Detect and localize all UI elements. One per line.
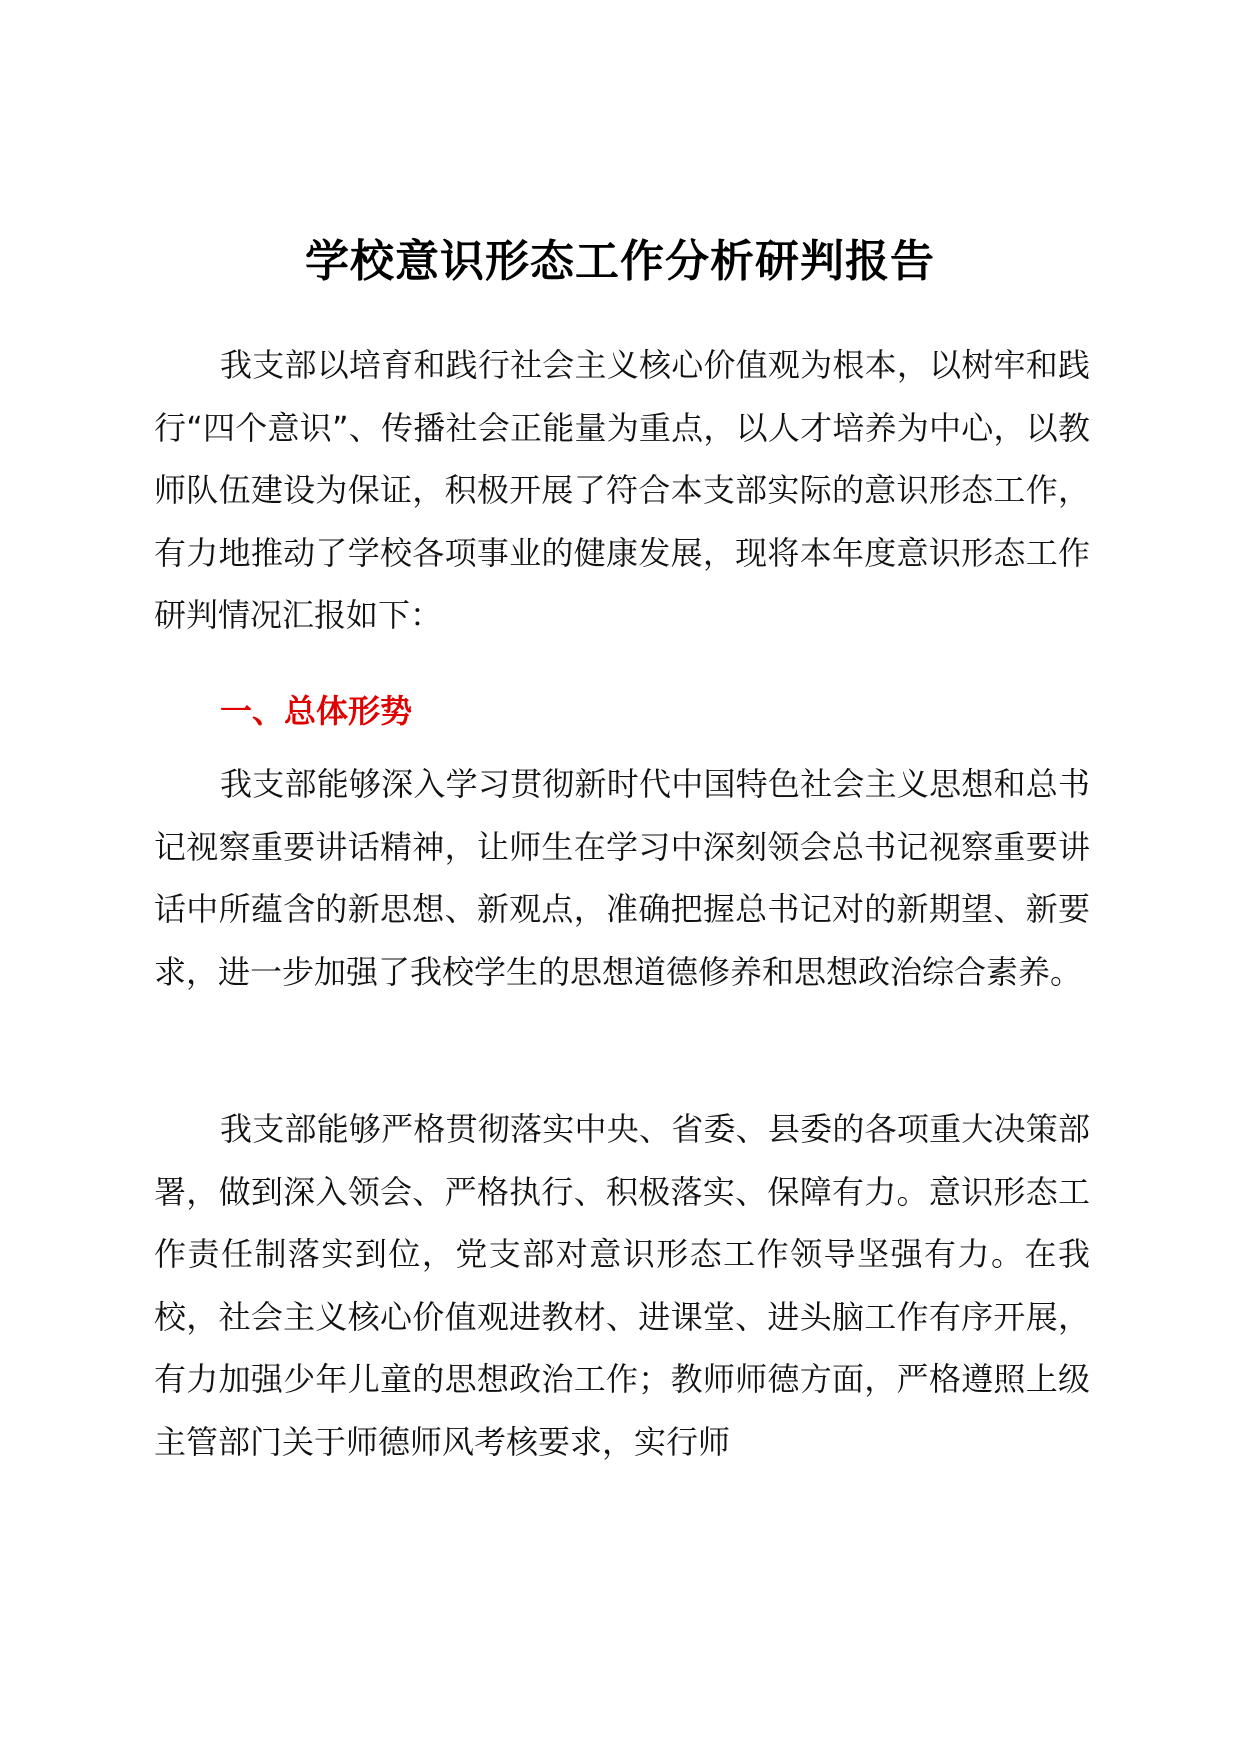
intro-paragraph: 我支部以培育和践行社会主义核心价值观为根本，以树牢和践行“四个意识”、传播社会正能量为重点，以人才培养为中心，以教师队伍建设为保证，积极开展了符合本支部实际的意识形态工作，有力地推动了学校各项事业的健康发展，现将本年度意识形态工作研判情况汇报如下： xyxy=(154,346,1090,634)
document-title: 学校意识形态工作分析研判报告 xyxy=(305,236,935,287)
body-paragraph-2: 我支部能够严格贯彻落实中央、省委、县委的各项重大决策部署，做到深入领会、严格执行、积极落实、保障有力。意识形态工作责任制落实到位，党支部对意识形态工作领导坚强有力。在我校，社会主义核心价值观进教材、进课堂、进头脑工作有序开展，有力加强少年儿童的思想政治工作；教师师德方面，严格遵照上级主管部门关于师德师风考核要求，实行师 xyxy=(154,1110,1090,1461)
body-paragraph-1: 我支部能够深入学习贯彻新时代中国特色社会主义思想和总书记视察重要讲话精神，让师生在学习中深刻领会总书记视察重要讲话中所蕴含的新思想、新观点，准确把握总书记对的新期望、新要求，进一步加强了我校学生的思想道德修养和思想政治综合素养。 xyxy=(154,765,1090,991)
section-heading: 一、总体形势 xyxy=(220,692,413,730)
